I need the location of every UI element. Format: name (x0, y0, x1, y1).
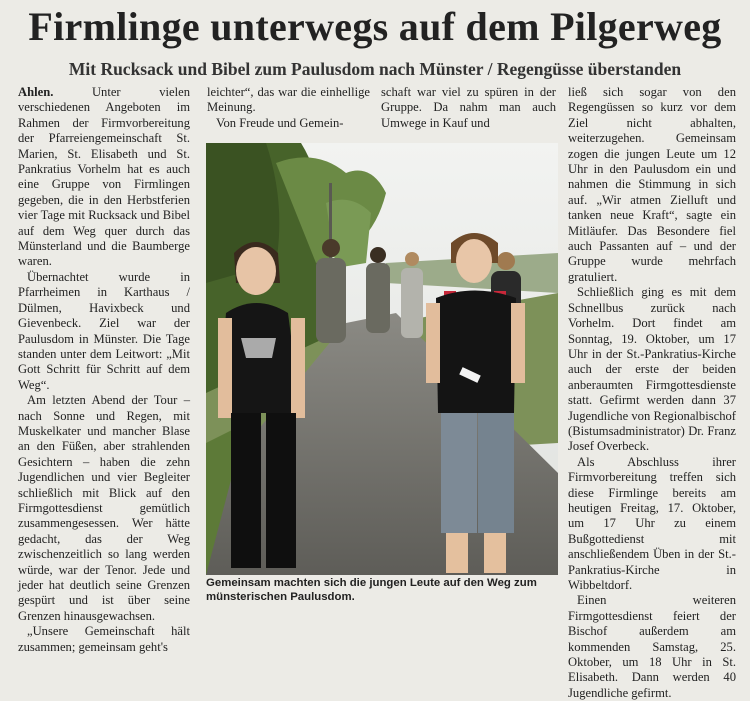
subheadline: Mit Rucksack und Bibel zum Paulusdom nach Münster / Regengüsse überstanden (68, 59, 682, 79)
article-photo (206, 143, 558, 575)
paragraph: Schließlich ging es mit dem Schnellbus zurück nach Vorhelm. Dort findet am Sonntag, 19. Oktober, um 17 Uhr in der St.-Pankratius-Kirche auch der erste der beiden anberaumten Firmgottesdienste statt. Gefirmt werden dann 37 Jugendliche von Regionalbischof (Bistumsadministrator) Dr. Franz Josef Overbeck. (568, 285, 736, 454)
column-3 (381, 85, 556, 131)
paragraph: Einen weiteren Firmgottesdienst feiert der Bischof außerdem am kommenden Samstag, 25. Oktober, um 18 Uhr in St. Elisabeth. Dann werden 40 Jugendliche gefirmt. (568, 593, 736, 700)
headline: Firmlinge unterwegs auf dem Pilgerweg (28, 4, 722, 49)
column-2 (207, 85, 370, 131)
paragraph: „Unsere Gemeinschaft hält zusammen; gemeinsam geht's (18, 624, 190, 654)
paragraph-text: Unter vielen verschiedenen Angeboten im Rahmen der Firmvorbereitung der Pfarreiengemeinschaft St. Marien, St. Elisabeth und St. Pankratius Vorhelm hat es auch eine Gruppe von Firmlingen gegeben, die in den Herbstferien vier Tage mit Rucksack und Bibel auf dem Weg quer durch das Münsterland und die Baumberge waren. (18, 85, 190, 269)
paragraph: leichter“, das war die einhellige Meinung. (207, 85, 370, 115)
dateline: Ahlen. (18, 85, 54, 99)
paragraph: Am letzten Abend der Tour – nach Sonne und Regen, mit Muskelkater und mancher Blase an den Füßen, aber strahlenden Gesichtern – haben die zehn Jugendlichen und vier Begleiter schließlich mit Blick auf den Firmgottesdienst gemütlich zusammengesessen. Wer hätte gedacht, das der Weg zwischenzeitlich so lang werden würde, war der Tenor. Jede und jeder hat deutlich seine Grenzen gespürt und ist über seine Grenzen hinausgewachsen. (18, 393, 190, 623)
paragraph (18, 85, 190, 270)
column-4 (568, 85, 736, 701)
paragraph: Übernachtet wurde in Pfarrheimen in Karthaus / Dülmen, Havixbeck und Gievenbeck. Ziel war der Paulusdom in Münster. Die Tage standen unter dem Leitwort: „Mit Gott Schritt für Schritt auf dem Weg“. (18, 269, 190, 392)
paragraph: schaft war viel zu spüren in der Gruppe. Da nahm man auch Umwege in Kauf und (381, 85, 556, 130)
photo-illustration (206, 143, 558, 575)
column-1 (18, 85, 190, 655)
photo-caption: Gemeinsam machten sich die jungen Leute auf den Weg zum münsterischen Paulusdom. (206, 577, 537, 603)
paragraph: ließ sich sogar von den Regengüssen so kurz vor dem Ziel nicht abhalten, weiterzugehen. Gemeinsam zogen die jungen Leute um 12 Uhr in den Paulusdom ein und nahmen die Stimmung in sich auf. „Wir atmen Zielluft und tanken neue Kraft“, sagte ein Mitläufer. Das Besondere fiel auch Passanten auf – und der Gruppe wurde mehrfach gratuliert. (568, 85, 736, 284)
paragraph: Als Abschluss ihrer Firmvorbereitung treffen sich diese Firmlinge bereits am heutigen Freitag, 17. Oktober, um 17 Uhr zu einem Bußgottedienst mit anschließendem Üben in der St.-Pankratius-Kirche in Wibbeltdorf. (568, 454, 736, 592)
paragraph: Von Freude und Gemein- (216, 115, 344, 130)
